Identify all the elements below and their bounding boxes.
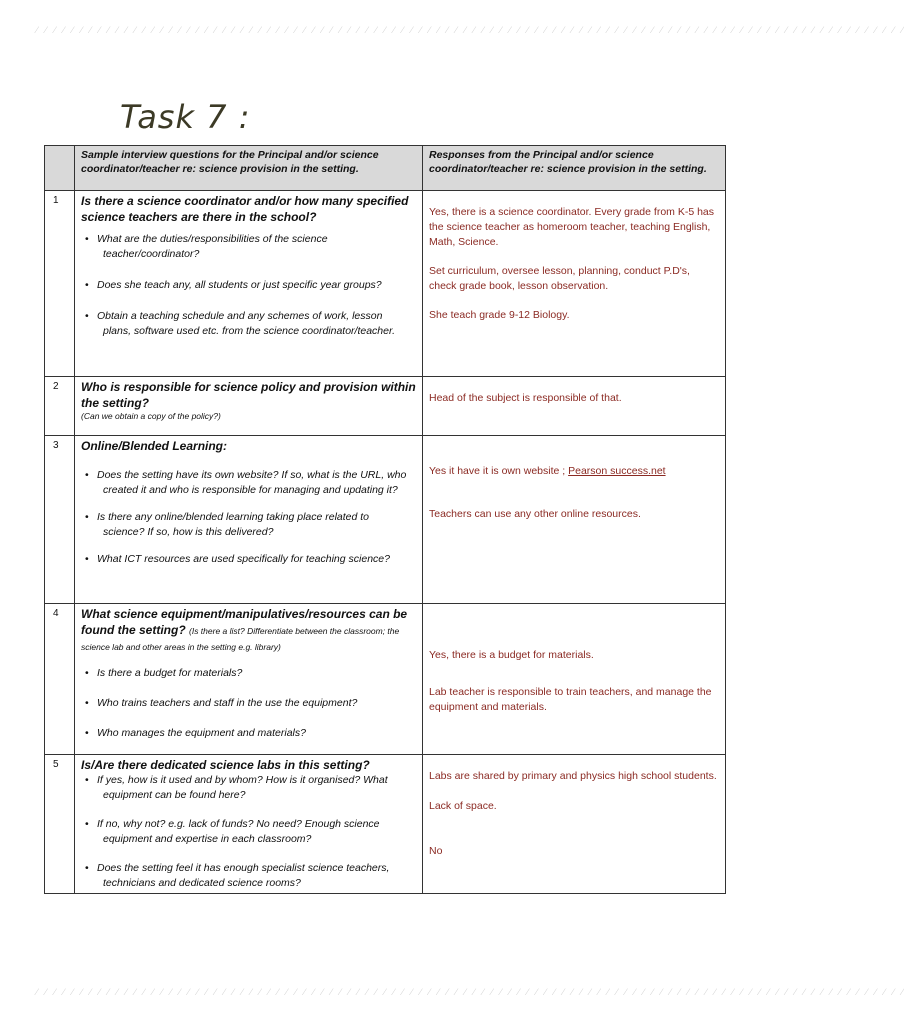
bullet-icon: •: [85, 279, 89, 291]
response-cell: [423, 191, 726, 377]
question-text: Who is responsible for science policy and provision within the setting?: [81, 380, 416, 410]
list-item: [81, 232, 416, 262]
bullet-text: If yes, how is it used and by whom? How is it organised? What equipment can be found here?: [97, 774, 388, 801]
row-number: 4: [45, 604, 75, 755]
page-title: Task 7 :: [120, 98, 251, 136]
response-text: Teachers can use any other online resources.: [429, 508, 641, 520]
header-responses: [423, 146, 726, 191]
question-note: (Can we obtain a copy of the policy?): [81, 411, 221, 421]
response-text: She teach grade 9-12 Biology.: [429, 309, 570, 321]
table-row: [45, 377, 726, 436]
response-text: Set curriculum, oversee lesson, planning, conduct P.D's, check grade book, lesson observation.: [429, 265, 690, 292]
response-cell: [423, 604, 726, 755]
bullet-text: Does the setting feel it has enough specialist science teachers, technicians and dedicated science rooms?: [97, 862, 390, 889]
bullet-text: Is there any online/blended learning taking place related to science? If so, how is this delivered?: [97, 511, 370, 538]
bullet-icon: •: [85, 553, 89, 565]
top-dashed-border: ⁄ ⁄ ⁄ ⁄ ⁄ ⁄ ⁄ ⁄ ⁄ ⁄ ⁄ ⁄ ⁄ ⁄ ⁄ ⁄ ⁄ ⁄ ⁄ ⁄ ⁄ ⁄ ⁄ ⁄ ⁄ ⁄ ⁄ ⁄ ⁄ ⁄ ⁄ ⁄ ⁄ ⁄ ⁄ ⁄ ⁄ ⁄ ⁄ ⁄ ⁄ ⁄ ⁄ ⁄ ⁄ ⁄ ⁄ ⁄ ⁄ ⁄ ⁄ ⁄ ⁄ ⁄ ⁄ ⁄ ⁄ ⁄ ⁄ ⁄ ⁄ ⁄ ⁄ ⁄ ⁄ ⁄ ⁄ ⁄ ⁄ ⁄ ⁄ ⁄ ⁄ ⁄ ⁄ ⁄ ⁄ ⁄ ⁄ ⁄ ⁄ ⁄ ⁄ ⁄ ⁄ ⁄ ⁄ ⁄ ⁄ ⁄ ⁄ ⁄ ⁄ ⁄ ⁄ ⁄ ⁄ ⁄: [36, 26, 904, 36]
response-text: Yes, there is a budget for materials.: [429, 649, 594, 661]
bullet-icon: •: [85, 697, 89, 709]
question-bullets: [81, 773, 416, 891]
bullet-text: If no, why not? e.g. lack of funds? No need? Enough science equipment and expertise in each classroom?: [97, 818, 380, 845]
table-header-row: [45, 146, 726, 191]
bullet-icon: •: [85, 774, 89, 786]
table-row: [45, 604, 726, 755]
bottom-dashed-border: ⁄ ⁄ ⁄ ⁄ ⁄ ⁄ ⁄ ⁄ ⁄ ⁄ ⁄ ⁄ ⁄ ⁄ ⁄ ⁄ ⁄ ⁄ ⁄ ⁄ ⁄ ⁄ ⁄ ⁄ ⁄ ⁄ ⁄ ⁄ ⁄ ⁄ ⁄ ⁄ ⁄ ⁄ ⁄ ⁄ ⁄ ⁄ ⁄ ⁄ ⁄ ⁄ ⁄ ⁄ ⁄ ⁄ ⁄ ⁄ ⁄ ⁄ ⁄ ⁄ ⁄ ⁄ ⁄ ⁄ ⁄ ⁄ ⁄ ⁄ ⁄ ⁄ ⁄ ⁄ ⁄ ⁄ ⁄ ⁄ ⁄ ⁄ ⁄ ⁄ ⁄ ⁄ ⁄ ⁄ ⁄ ⁄ ⁄ ⁄ ⁄ ⁄ ⁄ ⁄ ⁄ ⁄ ⁄ ⁄ ⁄ ⁄ ⁄ ⁄ ⁄ ⁄ ⁄ ⁄ ⁄ ⁄: [36, 988, 904, 998]
question-cell: [75, 377, 423, 436]
list-item: [81, 309, 416, 339]
bullet-icon: •: [85, 310, 89, 322]
row-number: 3: [45, 436, 75, 604]
question-note: (Is there a list? Differentiate between the classroom; the science lab and other areas in the setting e.g. library): [81, 626, 400, 652]
response-text: Yes, there is a science coordinator. Every grade from K-5 has the science teacher as homeroom teacher, teaching English, Math, Science.: [429, 206, 715, 248]
question-text: Online/Blended Learning:: [81, 439, 228, 453]
list-item: [81, 696, 416, 711]
list-item: [81, 817, 416, 847]
response-text: Head of the subject is responsible of that.: [429, 392, 622, 404]
question-main: What science equipment/manipulatives/resources can be found the setting?: [81, 607, 408, 637]
list-item: [81, 468, 416, 498]
question-cell: [75, 436, 423, 604]
response-text: Labs are shared by primary and physics high school students.: [429, 770, 717, 782]
question-cell: [75, 191, 423, 377]
bullet-text: Obtain a teaching schedule and any schemes of work, lesson plans, software used etc. from the science coordinator/teacher.: [97, 310, 396, 337]
bullet-icon: •: [85, 862, 89, 874]
bullet-icon: •: [85, 233, 89, 245]
bullet-icon: •: [85, 469, 89, 481]
list-item: [81, 552, 416, 567]
table-row: [45, 191, 726, 377]
bullet-icon: •: [85, 818, 89, 830]
list-item: [81, 666, 416, 681]
question-text: Is there a science coordinator and/or how many specified science teachers are there in the school?: [81, 194, 409, 224]
header-questions-text: Sample interview questions for the Principal and/or science coordinator/teacher re: science provision in the setting.: [81, 149, 379, 175]
list-item: [81, 278, 416, 293]
interview-table: [44, 145, 726, 894]
header-questions: [75, 146, 423, 191]
question-bullets: [81, 666, 416, 741]
bullet-icon: •: [85, 727, 89, 739]
question-bullets: [81, 232, 416, 339]
question-cell: [75, 604, 423, 755]
table-row: [45, 755, 726, 894]
row-number: 1: [45, 191, 75, 377]
bullet-text: Is there a budget for materials?: [97, 667, 243, 679]
response-text: Lab teacher is responsible to train teachers, and manage the equipment and materials.: [429, 686, 712, 713]
bullet-text: Does she teach any, all students or just specific year groups?: [97, 279, 382, 291]
response-text: Yes it have it is own website ;: [429, 465, 566, 477]
question-cell: [75, 755, 423, 894]
header-number-cell: [45, 146, 75, 191]
question-text: [81, 606, 416, 654]
response-line: [423, 436, 725, 479]
bullet-text: Who manages the equipment and materials?: [97, 727, 306, 739]
response-text: No: [429, 845, 443, 857]
question-text: Is/Are there dedicated science labs in this setting?: [81, 758, 370, 772]
table-row: [45, 436, 726, 604]
bullet-icon: •: [85, 511, 89, 523]
list-item: [81, 861, 416, 891]
response-text: Lack of space.: [429, 800, 497, 812]
response-cell: [423, 377, 726, 436]
bullet-text: What ICT resources are used specifically for teaching science?: [97, 553, 390, 565]
bullet-text: What are the duties/responsibilities of the science teacher/coordinator?: [97, 233, 328, 260]
list-item: [81, 773, 416, 803]
response-cell: [423, 755, 726, 894]
list-item: [81, 510, 416, 540]
bullet-text: Who trains teachers and staff in the use the equipment?: [97, 697, 358, 709]
row-number: 5: [45, 755, 75, 894]
header-responses-text: Responses from the Principal and/or science coordinator/teacher re: science provision in the setting.: [429, 149, 707, 175]
bullet-text: Does the setting have its own website? If so, what is the URL, who created it and who is responsible for managing and updating it?: [97, 469, 407, 496]
website-link[interactable]: Pearson success.net: [568, 465, 666, 477]
row-number: 2: [45, 377, 75, 436]
question-bullets: [81, 468, 416, 567]
list-item: [81, 726, 416, 741]
bullet-icon: •: [85, 667, 89, 679]
response-cell: [423, 436, 726, 604]
